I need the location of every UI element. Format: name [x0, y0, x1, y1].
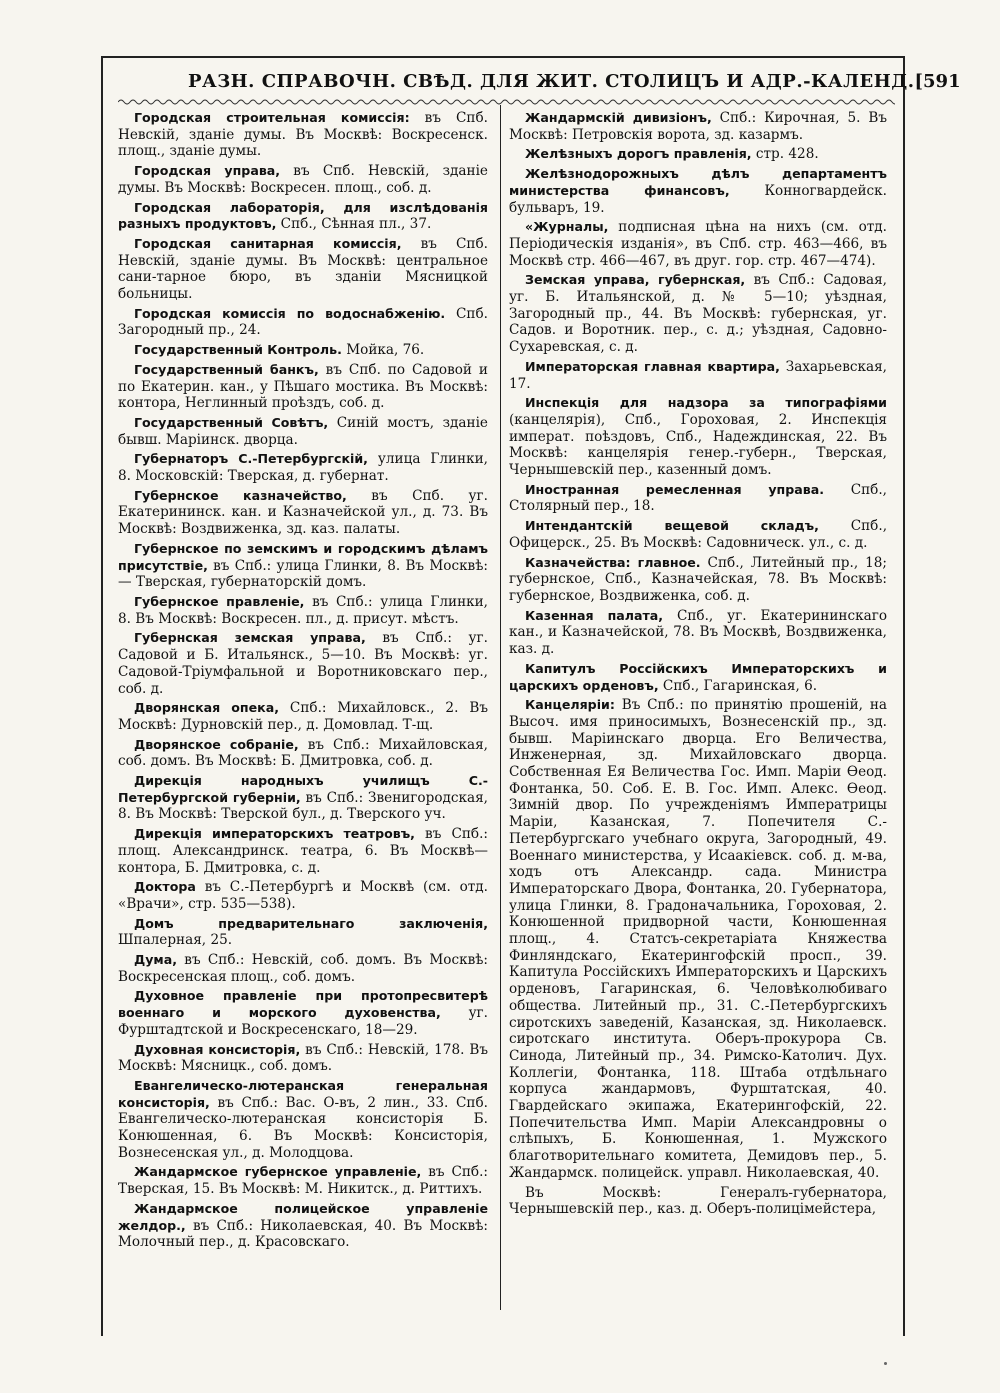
entry-text: Спб.: Кирочная, 5. Въ Москвѣ: Петровскія ворота, зд. казармъ.: [509, 110, 887, 143]
directory-entry: [118, 826, 488, 876]
entry-heading: Казначейства: главное.: [525, 554, 701, 570]
entry-text: подписная цѣна на нихъ (см. отд. Періодическія изданія», въ Спб. стр. 463—466, въ Москвѣ стр. 466—467, въ друг. гор. стр. 467—474).: [509, 219, 887, 269]
entry-text: въ Спб.: Садовая, уг. Б. Итальянской, д. № 5—10; уѣздная, Загородный пр., 44. Въ Москвѣ: губернская, уг. Садов. и Воротник. пер., с. д.; уѣздная, Садовно-Сухаревская, с. д.: [509, 272, 887, 356]
directory-entry: [118, 1042, 488, 1075]
entry-heading: Городская комиссія по водоснабженію.: [134, 305, 446, 321]
entry-text: въ Спб. Невскій, зданіе думы. Въ Москвѣ: Воскресенск. площ., зданіе думы.: [118, 110, 488, 160]
right-column: [509, 110, 887, 1310]
directory-entry: [118, 110, 488, 160]
entry-heading: Городская управа,: [134, 163, 281, 179]
entry-heading: Иностранная ремесленная управа.: [525, 481, 824, 497]
column-divider: [500, 105, 501, 1310]
left-column: [118, 110, 488, 1310]
entry-text: Шпалерная, 25.: [118, 932, 233, 949]
directory-entry: [118, 773, 488, 823]
running-title: РАЗН. СПРАВОЧН. СВѢД. ДЛЯ ЖИТ. СТОЛИЦЪ И АДР.-КАЛЕНД.: [188, 70, 915, 92]
directory-entry: [118, 541, 488, 591]
entry-heading: Жандармское полицейское управленіе желдор.,: [118, 1200, 488, 1233]
directory-entry: [509, 482, 887, 515]
entry-heading: Евангелическо-лютеранская генеральная консисторія,: [118, 1077, 488, 1110]
entry-heading: Императорская главная квартира,: [525, 358, 780, 374]
directory-entry: [509, 166, 887, 216]
entry-text: въ Спб.: Невскій, соб. домъ. Въ Москвѣ: Воскресенская площ., соб. домъ.: [118, 952, 488, 985]
directory-entry: [509, 555, 887, 605]
entry-heading: Городская лабораторія, для изслѣдованія разныхъ продуктовъ,: [118, 199, 488, 232]
directory-entry: [509, 661, 887, 694]
entry-heading: Капитулъ Россійскихъ Императорскихъ и царскихъ орденовъ,: [509, 660, 887, 693]
directory-entry: [118, 488, 488, 538]
directory-entry: [118, 362, 488, 412]
entry-heading: Духовная консисторія,: [134, 1041, 301, 1057]
directory-entry: [118, 236, 488, 303]
entry-text: Въ Москвѣ: Генералъ-губернатора, Чернышевскій пер., каз. д. Оберъ-полицімейстера,: [509, 1184, 887, 1218]
entry-heading: Губернское по земскимъ и городскимъ дѣламъ присутствіе,: [118, 540, 488, 573]
entry-heading: Казенная палата,: [525, 607, 664, 623]
entry-text: (канцелярія), Спб., Гороховая, 2. Инспекція императ. поѣздовъ, Спб., Надеждинская, 22. Въ Москвѣ: канцелярія генер.-губерн., Тверская, Чернышевскій пер., казенный домъ.: [509, 411, 887, 479]
entry-heading: Губернское правленіе,: [134, 593, 305, 609]
entry-heading: Губернаторъ С.-Петербургскій,: [134, 451, 368, 467]
entry-text: въ Спб.: площ. Александринск. театра, 6. Въ Москвѣ—контора, Б. Дмитровка, с. д.: [118, 826, 488, 876]
entry-text: въ Спб.: Вас. О-въ, 2 лин., 33. Спб. Евангелическо-лютеранская консисторія Б. Конюшенная, 6. Въ Москвѣ: Консисторія, Вознесенская ул., д. Молодцова.: [118, 1094, 488, 1161]
directory-entry: [509, 146, 887, 163]
directory-entry: [118, 594, 488, 627]
entry-text: въ Спб. Невскій, зданіе думы. Въ Москвѣ: Воскресен. площ., соб. д.: [118, 163, 488, 196]
entry-text: въ Спб.: Михайловская, соб. домъ. Въ Москвѣ: Б. Дмитровка, соб. д.: [118, 736, 488, 770]
entry-heading: Дирекція народныхъ училищъ С.-Петербургской губерніи,: [118, 773, 488, 805]
directory-entry: [118, 916, 488, 949]
directory-entry: [118, 342, 488, 359]
entry-heading: Дума,: [134, 952, 178, 968]
directory-entry: [118, 988, 488, 1038]
entry-text: Спб., Сѣнная пл., 37.: [276, 216, 432, 233]
directory-entry: [509, 608, 887, 658]
page-number: [591: [914, 70, 961, 92]
wavy-rule: [118, 97, 895, 107]
entry-heading: «Журналы,: [525, 219, 609, 235]
entry-heading: Государственный Контроль.: [134, 342, 342, 358]
entry-text: въ Спб.: уг. Садовой и Б. Итальянск., 5—10. Въ Москвѣ: уг. Садовой-Тріумфальной и Воротниковскаго пер., соб. д.: [118, 630, 488, 697]
entry-heading: Дворянская опека,: [134, 700, 279, 716]
entry-text: Спб.: Михайловск., 2. Въ Москвѣ: Дурновскій пер., д. Домовлад. Т-щ.: [118, 700, 488, 733]
directory-entry: [509, 272, 887, 356]
directory-entry: [118, 451, 488, 484]
directory-entry: [118, 163, 488, 196]
running-head: [120, 66, 961, 96]
entry-heading: Интендантскій вещевой складъ,: [525, 518, 819, 534]
entry-text: Спб. Загородный пр., 24.: [118, 305, 488, 339]
entry-heading: Дворянское собраніе,: [134, 736, 299, 752]
directory-entry: [118, 306, 488, 339]
entry-text: въ Спб. Невскій, зданіе думы. Въ Москвѣ: центральное сани-тарное бюро, въ зданіи Мясницкой больницы.: [118, 235, 488, 303]
entry-heading: Земская управа, губернская,: [525, 272, 746, 288]
directory-entry: [509, 110, 887, 143]
entry-heading: Доктора: [134, 879, 196, 895]
directory-entry: [118, 952, 488, 985]
entry-heading: Губернская земская управа,: [134, 630, 366, 646]
entry-text: Конногвардейск. бульваръ, 19.: [509, 182, 887, 216]
entry-text: Въ Спб.: по принятію прошеній, на Высоч. имя приносимыхъ, Вознесенскій пр., зд. бывш. Маріинскаго дворца. Его Величества, Инженерная, зд. Михайловскаго дворца. Собственная Ея Величества Гос. Имп. Маріи Ѳеод. Фонтанка, 50. Соб. Е. В. Гос. Имп. Алекс. Ѳеод. Зимній двор. По учрежденіямъ Императрицы Маріи, Казанская, 7. Попечителя С.-Петербургскаго учебнаго округа, Загородный, 49. Военнаго министерства, у Исаакіевск. соб. д. м-ва, ходъ отъ Александр. сада. Министра Императорскаго Двора, Фонтанка, 20. Губернатора, улица Глинки, 8. Градоначальника, Гороховая, 2. Конюшенной придворной части, Конюшенная площ., 4. Статсъ-секретаріата Княжества Финляндскаго, Екатерингофскій просп., 39. Капитула Россійскихъ Императорскихъ и Царскихъ орденовъ, Гагаринская, 6. Человѣколюбиваго общества. Литейный пр., 31. С.-Петербургскихъ сиротскихъ заведеній, Казанская, зд. Николаевск. сиротскаго института. Оберъ-прокурора Св. Синода, Литейный пр., 34. Римско-Католич. Дух. Коллегіи, Фонтанка, 118. Штаба отдѣльнаго корпуса жандармовъ, Фурштатская, 40. Гвардейскаго экипажа, Екатерингофскій, 22. Попечительства Имп. Маріи Александровны о слѣпыхъ, Б. Конюшенная, 1. Мужского благотворительнаго комитета, Демидовъ пер., 5. Жандармск. полицейск. управл. Николаевская, 40.: [509, 697, 887, 1181]
entry-text: въ Спб.: улица Глинки, 8. Въ Москвѣ: — Тверская, губернаторскій домъ.: [118, 557, 488, 591]
directory-entry: [118, 200, 488, 233]
directory-entry: [118, 1201, 488, 1251]
entry-text: стр. 428.: [751, 146, 819, 163]
directory-entry: [118, 737, 488, 770]
directory-entry: [118, 415, 488, 448]
directory-entry: [509, 1185, 887, 1218]
directory-entry: [509, 359, 887, 392]
entry-text: Спб., Офицерск., 25. Въ Москвѣ: Садовническ. ул., с. д.: [509, 518, 887, 551]
entry-text: Синій мостъ, зданіе бывш. Маріинск. дворца.: [118, 414, 488, 448]
entry-text: Захарьевская, 17.: [509, 358, 887, 392]
entry-heading: Городская санитарная комиссія,: [134, 235, 402, 251]
entry-text: Спб., Гагаринская, 6.: [658, 677, 818, 694]
entry-heading: Желѣзнодорожныхъ дѣлъ департаментъ министерства финансовъ,: [509, 166, 887, 198]
directory-entry: [118, 700, 488, 733]
directory-entry: [509, 395, 887, 479]
entry-text: въ Спб. уг. Екатерининск. кан. и Казначейской ул., д. 73. Въ Москвѣ: Воздвиженка, зд. каз. палаты.: [118, 487, 488, 538]
entry-text: Спб., Столярный пер., 18.: [509, 481, 887, 515]
entry-text: въ Спб.: Николаевская, 40. Въ Москвѣ: Молочный пер., д. Красовскаго.: [118, 1217, 488, 1251]
entry-text: Спб., уг. Екатерининскаго кан., и Казначейской, 78. Въ Москвѣ, Воздвиженка, каз. д.: [509, 607, 887, 658]
entry-heading: Городская строительная комиссія:: [134, 110, 410, 125]
entry-text: въ Спб. по Садовой и по Екатерин. кан., у Пѣшаго мостика. Въ Москвѣ: контора, Неглинный проѣздъ, соб. д.: [118, 361, 488, 412]
directory-entry: [118, 1164, 488, 1197]
entry-text: въ Спб.: улица Глинки, 8. Въ Москвѣ: Воскресен. пл., д. присут. мѣстъ.: [118, 593, 488, 627]
entry-heading: Жандармское губернское управленіе,: [134, 1164, 422, 1180]
entry-heading: Инспекція для надзора за типографіями: [525, 395, 887, 411]
entry-text: въ Спб.: Звенигородская, 8. Въ Москвѣ: Тверской бул., д. Тверского уч.: [118, 789, 488, 823]
entry-text: Спб., Литейный пр., 18; губернское, Спб., Казначейская, 78. Въ Москвѣ: губернское, Воздвиженка, соб. д.: [509, 554, 887, 604]
entry-heading: Губернское казначейство,: [134, 487, 347, 503]
entry-text: Мойка, 76.: [341, 342, 425, 359]
directory-entry: [509, 219, 887, 269]
entry-heading: Домъ предварительнаго заключенія,: [134, 915, 488, 931]
entry-text: въ Спб.: Тверская, 15. Въ Москвѣ: М. Никитск., д. Риттихъ.: [118, 1164, 488, 1198]
entry-heading: Государственный Совѣтъ,: [134, 414, 329, 430]
entry-heading: Дирекція императорскихъ театровъ,: [134, 826, 415, 842]
entry-text: улица Глинки, 8. Московскій: Тверская, д. губернат.: [118, 451, 488, 485]
directory-entry: [118, 630, 488, 697]
entry-heading: Канцеляріи:: [525, 697, 615, 713]
entry-heading: Жандармскій дивизіонъ,: [525, 110, 712, 125]
directory-entry: [509, 697, 887, 1181]
directory-entry: [118, 1078, 488, 1162]
directory-entry: [509, 518, 887, 551]
entry-text: уг. Фурштадтской и Воскресенскаго, 18—29.: [118, 1005, 488, 1038]
entry-heading: Желѣзныхъ дорогъ правленія,: [525, 146, 752, 162]
scan-speck: [884, 1362, 887, 1365]
directory-entry: [118, 879, 488, 912]
entry-text: въ Спб.: Невскій, 178. Въ Москвѣ: Мясницк., соб. домъ.: [118, 1041, 488, 1075]
entry-heading: Духовное правленіе при протопресвитерѣ военнаго и морского духовенства,: [118, 988, 488, 1021]
entry-text: въ С.-Петербургѣ и Москвѣ (см. отд. «Врачи», стр. 535—538).: [118, 879, 488, 912]
entry-heading: Государственный банкъ,: [134, 361, 319, 377]
